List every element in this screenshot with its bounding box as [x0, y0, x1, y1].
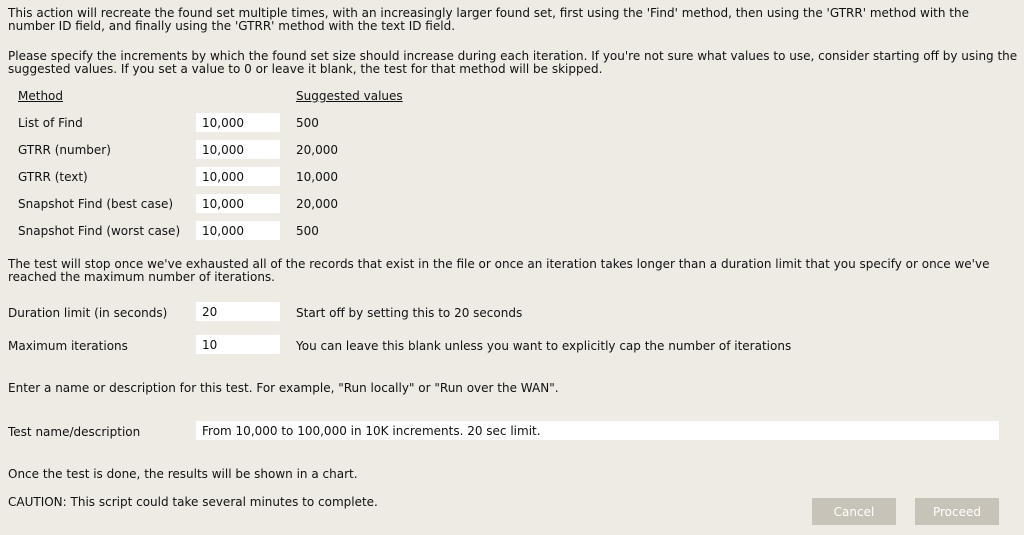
- test-name-label: Test name/description: [8, 425, 141, 439]
- results-note-text: Once the test is done, the results will be shown in a chart.: [8, 467, 358, 481]
- suggested-value-list-of-find: 500: [296, 116, 319, 130]
- duration-limit-input[interactable]: [196, 302, 280, 321]
- suggested-values-header: Suggested values: [296, 89, 403, 103]
- cancel-button[interactable]: Cancel: [812, 498, 896, 525]
- method-label-list-of-find: List of Find: [18, 116, 83, 130]
- name-prompt-text: Enter a name or description for this test. For example, "Run locally" or "Run over the WAN".: [8, 381, 559, 395]
- max-iterations-hint: You can leave this blank unless you want to explicitly cap the number of iterations: [296, 339, 792, 353]
- intro-text: This action will recreate the found set multiple times, with an increasingly larger found set, first using the 'Find' method, then using the 'GTRR' method with the number ID field, and finally using the 'GTRR' method with the text ID field.: [8, 6, 969, 33]
- duration-limit-hint: Start off by setting this to 20 seconds: [296, 306, 523, 320]
- increment-input-snapshot-best[interactable]: [196, 194, 280, 213]
- suggested-value-gtrr-number: 20,000: [296, 143, 338, 157]
- instructions-text: Please specify the increments by which the found set size should increase during each iteration. If you're not sure what values to use, consider starting off by using the suggested values. If you set a value to 0 or leave it blank, the test for that method will be skipped.: [8, 49, 1018, 76]
- suggested-value-snapshot-worst: 500: [296, 224, 319, 238]
- method-header: Method: [18, 89, 64, 103]
- increment-input-snapshot-worst[interactable]: [196, 221, 280, 240]
- caution-text: CAUTION: This script could take several minutes to complete.: [8, 495, 378, 509]
- suggested-value-snapshot-best: 20,000: [296, 197, 338, 211]
- method-label-gtrr-number: GTRR (number): [18, 143, 111, 157]
- method-label-snapshot-best: Snapshot Find (best case): [18, 197, 174, 211]
- increment-input-gtrr-text[interactable]: [196, 167, 280, 186]
- method-label-snapshot-worst: Snapshot Find (worst case): [18, 224, 181, 238]
- max-iterations-label: Maximum iterations: [8, 339, 128, 353]
- stop-conditions-text: The test will stop once we've exhausted all of the records that exist in the file or once an iteration takes longer than a duration limit that you specify or once we've reached the maximum number of iterations.: [8, 257, 990, 284]
- suggested-value-gtrr-text: 10,000: [296, 170, 338, 184]
- increment-input-list-of-find[interactable]: [196, 113, 280, 132]
- duration-limit-label: Duration limit (in seconds): [8, 306, 168, 320]
- max-iterations-input[interactable]: [196, 335, 280, 354]
- proceed-button[interactable]: Proceed: [915, 498, 999, 525]
- test-name-input[interactable]: [196, 421, 999, 440]
- increment-input-gtrr-number[interactable]: [196, 140, 280, 159]
- method-label-gtrr-text: GTRR (text): [18, 170, 88, 184]
